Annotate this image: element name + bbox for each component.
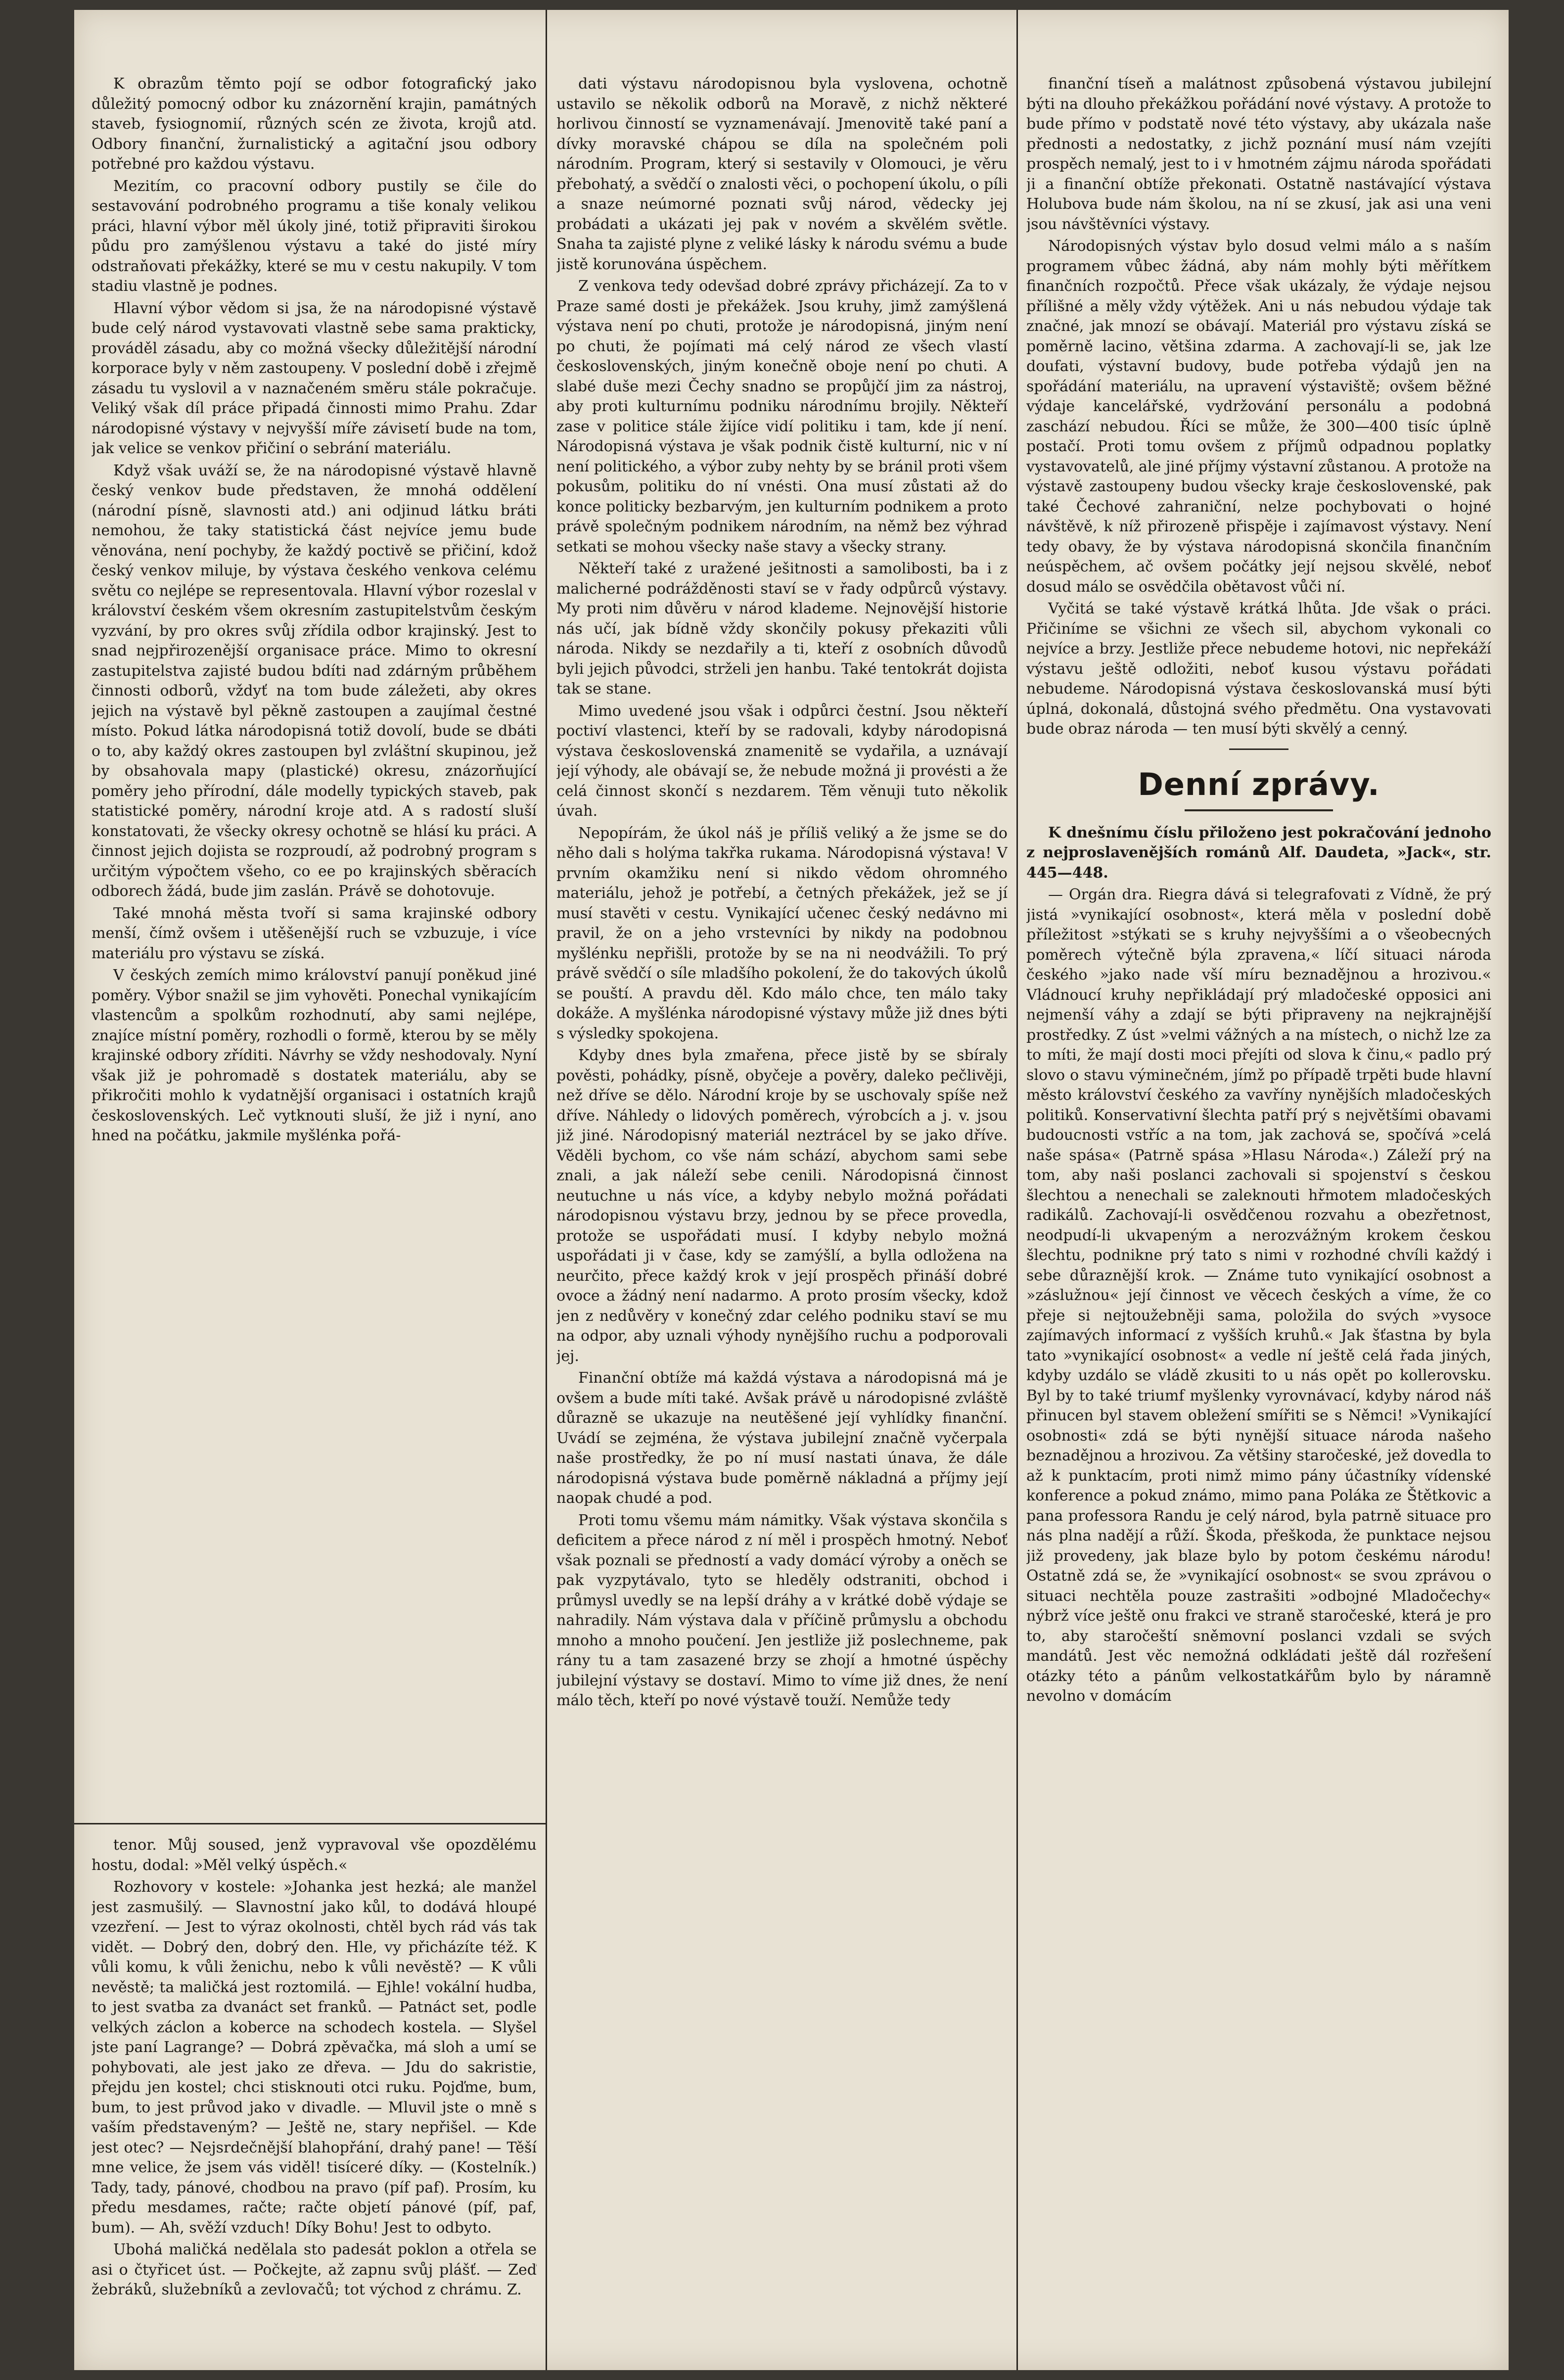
- paragraph: dati výstavu národopisnou byla vyslovena, ochotně ustavilo se několik odborů na Moravě, z nichž některé horlivou činností se vyznamenávají. Jmenovitě také paní a dívky moravské chápou se díla na společném poli národním. Program, který si sestavily v Olomouci, je věru přebohatý, a svědčí o znalosti věci, o pochopení úkolu, o píli a snaze neúmorné poznati svůj národ, vědecky jej probádati a ukázati jej pak v novém a skvělém světle. Snaha ta zajisté plyne z veliké lásky k národu svému a bude jistě korunována úspěchem.: [556, 75, 1008, 273]
- paragraph: V českých zemích mimo království panují poněkud jiné poměry. Výbor snažil se jim vyhověti. Ponechal vynikajícím vlastencům a spolkům rozhodnutí, aby sami nejlépe, znajíce místní poměry, rozhodli o formě, kterou by se měly krajinské odbory zříditi. Návrhy se vždy neshodovaly. Nyní však již je pohromadě s dostatek materiálu, aby se přikročiti mohlo k vydatnější organisaci i ostatních krajů československých. Leč vytknouti sluší, že již i nyní, ano hned na počátku, jakmile myšlénka pořá-: [92, 967, 537, 1144]
- newspaper-page: [74, 10, 1509, 2370]
- paragraph: Někteří také z uražené ješitnosti a samolibosti, ba i z malicherné podrážděnosti staví se v řady odpůrců výstavy. My proti nim důvěru v národ klademe. Nejnovější historie nás učí, jak bídně vždy skončily pokusy překaziti vůli národa. Nikdy se nezdařily a ti, kteří z osobních důvodů byli jejich původci, strželi jen hanbu. Také tentokrát dojista tak se stane.: [556, 560, 1008, 698]
- paragraph: Kdyby dnes byla zmařena, přece jistě by se sbíraly pověsti, pohádky, písně, obyčeje a pověry, daleko pečlivěji, než dříve se dělo. Národní kroje by se uschovaly spíše než dříve. Náhledy o lidových poměrech, výrobcích a j. v. jsou již jiné. Národopisný materiál neztrácel by se jako dříve. Věděli bychom, co vše nám schází, abychom sami sebe znali, a jak náleží sebe cenili. Národopisná činnost neutuchne u nás více, a kdyby nebylo možná pořádati národopisnou výstavu brzy, jednou by se přece provedla, protože se uspořádati musí. I kdyby nebylo možná uspořádati ji v čase, kdy se zamýšlí, a bylla odložena na neurčito, přece každý krok v její prospěch přináší dobré ovoce a žádný není nadarmo. A proto prosím všecky, kdož jen z nedůvěry v konečný zdar celého podniku staví se mu na odpor, aby uznali výhody nynějšího ruchu a podporovali jej.: [556, 1047, 1008, 1365]
- section-heading: Denní zprávy.: [1138, 766, 1380, 802]
- paragraph: Nepopírám, že úkol náš je příliš veliký a že jsme se do něho dali s holýma takřka rukama. Národopisná výstava! V prvním okamžiku není si nikdo vědom ohromného materiálu, jehož je potřebí, a četných překážek, jež se jí musí stavěti v cestu. Vynikající učenec český nedávno mi pravil, že on a jeho vrstevníci by nikdy na podobnou myšlénku nepřišli, protože by se na ni neodvážili. To prý právě svědčí o síle mladšího pokolení, že do takových úkolů se pouští. A pravdu děl. Kdo málo chce, ten málo taky dokáže. A myšlénka národopisné výstavy může již dnes býti s výsledky spokojena.: [556, 824, 1008, 1042]
- daily-intro: K dnešnímu číslu přiloženo jest pokračování jednoho z nejproslavenějších románů Alf. Daudeta, »Jack«, str. 445—448.: [1026, 824, 1491, 882]
- paragraph: K obrazům těmto pojí se odbor fotografický jako důležitý pomocný odbor ku znázornění krajin, památných staveb, fysiognomií, různých scén ze života, krojů atd. Odbory finanční, žurnalistický a agitační jsou odbory potřebné pro každou výstavu.: [92, 75, 537, 173]
- feuilleton: [92, 1835, 537, 2360]
- paragraph: Proti tomu všemu mám námitky. Však výstava skončila s deficitem a přece národ z ní měl i prospěch hmotný. Neboť však poznali se předností a vady domácí výroby a oněch se pak vyzpytávalo, tyto se hleděly odstraniti, obchod i průmysl uvedly se na lepší dráhy a v krátké době výdaje se nahradily. Nám výstava dala v příčině průmyslu a obchodu mnoho a mnoho poučení. Jen jestliže již poslechneme, pak rány tu a tam zasazené brzy se zhojí a hmotné úspěchy jubilejní výstavy se dostaví. Mimo to víme již dnes, že není málo těch, kteří po nové výstavě touží. Nemůže tedy: [556, 1511, 1008, 1709]
- paragraph: Když však uváží se, že na národopisné výstavě hlavně český venkov bude představen, že mnohá oddělení (národní písně, slavnosti atd.) ani odjinud látku bráti nemohou, že taky statistická část nejvíce jemu bude věnována, není pochyby, že každý poctivě se přičiní, kdož český venkov miluje, by výstava českého venkova celému světu co nejlépe se representovala. Hlavní výbor rozeslal v království českém všem okresním zastupitelstvům českým vyzvání, by pro okres svůj zřídila odbor krajinský. Jest to snad nejpřirozenější organisace práce. Mimo to okresní zastupitelstva zajisté budou bdíti nad zdárným průběhem činnosti odborů, vždyť na tom bude záležeti, aby okres jejich na výstavě byl pěkně zastoupen a zaujímal čestné místo. Pokud látka národopisná totiž dovolí, bude se dbáti o to, aby každý okres zastoupen byl zvláštní skupinou, jež by obsahovala mapy (plastické) okresu, znázorňující poměry jeho přírodní, dále modelly typických staveb, pak statistické poměry, národní kroje atd. A s radostí sluší konstatovati, že všecky okresy ochotně se hlásí ku práci. A činnost jejich dojista se rozproudí, až podrobný program s určitým výpočtem všeho, co ee po krajinských sběracích odborech žádá, bude jim zaslán. Právě se dohotovuje.: [92, 462, 537, 900]
- paragraph: Národopisných výstav bylo dosud velmi málo a s naším programem vůbec žádná, aby nám mohly býti měřítkem finančních rozpočtů. Přece však ukázaly, že výdaje nejsou přílišné a měly vždy výtěžek. Ani u nás nebudou výdaje tak značné, jak mnozí se obávají. Materiál pro výstavu získá se poměrně lacino, většina zdarma. A zachovají-li se, jak lze doufati, výstavní budovy, bude potřeba výdajů jen na spořádání materiálu, na upravení výstaviště; ovšem běžné výdaje kancelářské, vydržování personálu a podobná zaschází nebudou. Říci se může, že 300—400 tisíc úplně postačí. Proti tomu ovšem z příjmů odpadnou poplatky vystavovatelů, ale jiné příjmy výstavní zůstanou. A protože na výstavě zastoupeny budou všecky kraje československé, pak také Čechové zahraniční, nelze pochybovati o hojné návštěvě, k níž přirozeně přispěje i zajímavost výstavy. Není tedy obavy, že by výstava národopisná skončila finančním neúspěchem, ač ovšem počátky její nejsou skvělé, neboť dosud málo se osvědčila obětavost vůči ní.: [1026, 237, 1491, 596]
- short-separator: [1229, 748, 1288, 750]
- heading-underline: [1185, 809, 1333, 811]
- column-rule: [546, 10, 547, 2370]
- paragraph: Mezitím, co pracovní odbory pustily se čile do sestavování podrobného programu a tiše konaly velikou práci, hlavní výbor měl úkoly jiné, totiž připraviti širokou půdu pro zamýšlenou výstavu a také do jisté míry odstraňovati překážky, které se mu v cestu nakupily. V tom stadiu vlastně je podnes.: [92, 177, 537, 295]
- paragraph: tenor. Můj soused, jenž vypravoval vše opozdělému hostu, dodal: »Měl velký úspěch.«: [92, 1836, 537, 1874]
- paragraph: — Orgán dra. Riegra dává si telegrafovati z Vídně, že prý jistá »vynikající osobnost«, která měla v poslední době příležitost »stýkati se s kruhy nejvyššími a o všeobecných poměrech výtečně býla zpravena,« líčí situaci národa českého »jako nade vší míru beznadějnou a hrozivou.« Vládnoucí kruhy nepřikládají prý mladočeské opposici ani nejmenší váhy a zdají se býti připraveny na nejkrajnější prostředky. Z úst »velmi vážných a na místech, o nichž lze za to míti, že mají dosti moci přejíti od slova k činu,« padlo prý slovo o stavu výminečném, jímž po případě trpěti bude hlavní město království českého za vavříny nynějších mladočeských politiků. Konservativní šlechta patří prý s největšími obavami budoucnosti vstříc a na tom, jak zachová se, spočívá »celá naše spása« (Patrně spása »Hlasu Národa«.) Záleží prý na tom, aby naši poslanci zachovali si spojenství s českou šlechtou a nenechali se zaleknouti hřmotem mladočeských radikálů. Zachovají-li osvědčenou rozvahu a obezřetnost, neodpudí-li ukvapeným a nerozvážným krokem českou šlechtu, podnikne prý tato s nimi v rozhodné chvíli každý i sebe důraznější krok. — Známe tuto vynikající osobnost a »záslužnou« její činnost ve věcech českých a víme, že co přeje si nejtoužebněji sama, položila do svých »vysoce zajímavých informací z vyšších kruhů.« Jak šťastna by byla tato »vynikající osobnost« a vedle ní ještě celá řada jiných, kdyby uzdálo se vládě zkusiti to u nás opět po kollerovsku. Byl by to také triumf myšlenky vyrovnávací, kdyby národ náš přinucen byl stavem obležení smířiti se s Němci! »Vynikající osobnosti« zdá se býti nynější situace národa našeho beznadějnou a hrozivou. Za většiny staročeské, jež dovedla to až k punktacím, proti nimž mimo pány účastníky vídenské konference a pokud známo, mimo pana Poláka ze Štětkovic a pana professora Randu je celý národ, byla patrně situace pro nás plna nadějí a růží. Škoda, přeškoda, že punktace nejsou již provedeny, jak blaze bylo by potom českému národu! Ostatně zdá se, že »vynikající osobnost« se svou zprávou o situaci nechtěla pouze zastrašiti »odbojné Mladočechy« nýbrž více ještě onu frakci ve straně staročeské, která je pro to, aby staročeští sněmovní poslanci vzdali se svých mandátů. Jest věc nemožná odkládati ještě dál rozřešení otázky této a pánům velkostatkářům bylo by náramně nevolno v domácím: [1026, 886, 1491, 1705]
- paragraph: Ubohá maličká nedělala sto padesát poklon a otřela se asi o čtyřicet úst. — Počkejte, až zapnu svůj plášť. — Zeď žebráků, služebníků a zevlovačů; tot východ z chrámu. Z.: [92, 2241, 537, 2298]
- feuilleton-rule: [74, 1823, 546, 1824]
- column-2: [556, 74, 1008, 2360]
- paragraph: Hlavní výbor vědom si jsa, že na národopisné výstavě bude celý národ vystavovati vlastně sebe sama prakticky, prováděl zásadu, aby co možná všecky důležitější národní korporace byly v něm zastoupeny. V poslední době i zřejmě zásadu tu vyslovil a v naznačeném směru stále pokračuje. Veliký však díl práce připadá činnosti mimo Prahu. Zdar národopisné výstavy v nejvyšší míře závisetí bude na tom, jak velice se venkov přičiní o sebrání materiálu.: [92, 299, 537, 457]
- paragraph: Mimo uvedené jsou však i odpůrci čestní. Jsou někteří poctiví vlastenci, kteří by se radovali, kdyby národopisná výstava československá znamenitě se vydařila, a uznávají její výhody, ale obávají se, že nebude možná ji provésti a že celá činnost skončí s nezdarem. Těm věnuji tuto několik úvah.: [556, 702, 1008, 820]
- paragraph: Finanční obtíže má každá výstava a národopisná má je ovšem a bude míti také. Avšak právě u národopisné zvláště důrazně se ukazuje na neutěšené její vyhlídky finanční. Uvádí se zejména, že výstava jubilejní značně vyčerpala naše prostředky, že po ní musí nastati únava, že dále národopisná výstava bude poměrně nákladná a příjmy její naopak chudé a pod.: [556, 1369, 1008, 1507]
- column-3: [1026, 74, 1491, 2360]
- paragraph: finanční tíseň a malátnost způsobená výstavou jubilejní býti na dlouho překážkou pořádání nové výstavy. A protože to bude přímo v podstatě nové této výstavy, aby ukázala naše přednosti a nedostatky, z jichž poznání musí nám vzejíti prospěch nemalý, jest to i v hmotném zájmu národa spořádati ji a finanční obtíže překonati. Ostatně nastávající výstava Holubova bude nám školou, na ní se zkusí, jak asi una veni jsou návštěvníci výstavy.: [1026, 75, 1491, 233]
- paragraph: Vyčitá se také výstavě krátká lhůta. Jde však o práci. Přičiníme se všichni ze všech sil, abychom vykonali co nejvíce a brzy. Jestliže přece nebudeme hotovi, nic nepřekáží výstavu ještě odložiti, neboť kusou výstavu pořádati nebudeme. Národopisná výstava českoslovanská musí býti úplná, dokonalá, důstojná svého předmětu. Ona vystavovati bude obraz národa — ten musí býti skvělý a cenný.: [1026, 600, 1491, 738]
- column-1: [92, 74, 537, 1816]
- paragraph: Také mnohá města tvoří si sama krajinské odbory menší, čímž ovšem i utěšenější ruch se vzbuzuje, i více materiálu pro výstavu se získá.: [92, 904, 537, 962]
- paragraph: Z venkova tedy odevšad dobré zprávy přicházejí. Za to v Praze samé dosti je překážek. Jsou kruhy, jimž zamýšlená výstava není po chuti, protože je národopisná, jiným není po chuti, že pojímati má celý národ ze všech vlastí československých, jiným konečně oboje není po chuti. A slabé duše mezi Čechy snadno se propůjčí jim za nástroj, aby proti kulturnímu podniku národnímu brojily. Někteří zase v politice stále žijíce vidí politiku i tam, kde jí není. Národopisná výstava je však podnik čistě kulturní, nic v ní není politického, a výbor zuby nehty by se bránil proti všem pokusům, politiku do ní vnésti. Ona musí zůstati až do konce politicky bezbarvým, jen kulturním podnikem a proto právě společným podnikem národním, na němž bez výhrad setkati se mohou všecky naše stavy a všecky strany.: [556, 278, 1008, 556]
- paragraph: Rozhovory v kostele: »Johanka jest hezká; ale manžel jest zasmušilý. — Slavnostní jako kůl, to dodává hloupé vzezření. — Jest to výraz okolnosti, chtěl bych rád vás tak vidět. — Dobrý den, dobrý den. Hle, vy přicházíte též. K vůli komu, k vůli ženichu, nebo k vůli nevěstě? — K vůli nevěstě; ta maličká jest roztomilá. — Ejhle! vokální hudba, to jest svatba za dvanáct set franků. — Patnáct set, podle velkých záclon a koberce na schodech kostela. — Slyšel jste paní Lagrange? — Dobrá zpěvačka, má sloh a umí se pohybovati, ale jest jako ze dřeva. — Jdu do sakristie, přejdu jen kostel; chci stisknouti otci ruku. Pojďme, bum, bum, to jest průvod jako v divadle. — Mluvil jste o mně s vaším představeným? — Ještě ne, stary nepřišel. — Kde jest otec? — Nejsrdečnější blahopřání, drahý pane! — Těší mne velice, že jsem vás viděl! tisíceré díky. — (Kostelník.) Tady, tady, pánové, chodbou na pravo (píf paf). Prosím, ku předu mesdames, račte; račte objetí pánové (píf, paf, bum). — Ah, svěží vzduch! Díky Bohu! Jest to odbyto.: [92, 1878, 537, 2237]
- column-rule: [1016, 10, 1018, 2370]
